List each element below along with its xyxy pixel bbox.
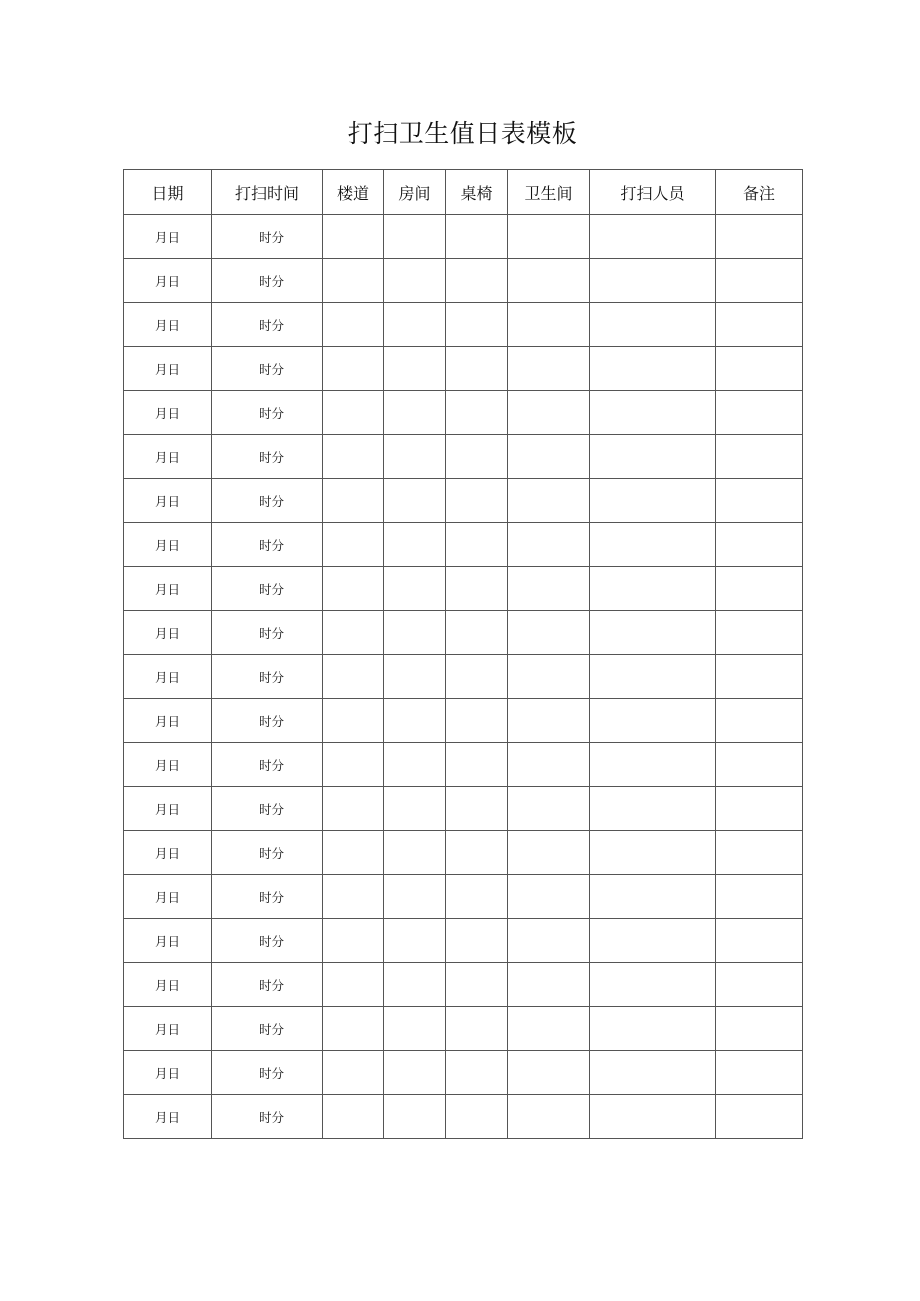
corridor-cell[interactable]: [323, 567, 384, 611]
room-cell[interactable]: [384, 875, 446, 919]
date-cell: 月日: [124, 1095, 212, 1139]
restroom-cell[interactable]: [508, 875, 590, 919]
desks-chairs-cell[interactable]: [446, 1007, 508, 1051]
date-cell: 月日: [124, 831, 212, 875]
time-cell: 时分: [212, 919, 323, 963]
time-cell: 时分: [212, 303, 323, 347]
room-cell[interactable]: [384, 787, 446, 831]
desks-chairs-cell[interactable]: [446, 523, 508, 567]
cleaning-staff-cell[interactable]: [590, 523, 716, 567]
time-cell: 时分: [212, 1051, 323, 1095]
room-cell[interactable]: [384, 523, 446, 567]
restroom-cell[interactable]: [508, 831, 590, 875]
table-row: [124, 391, 803, 435]
restroom-cell[interactable]: [508, 391, 590, 435]
header-restroom: 卫生间: [508, 170, 590, 215]
date-cell: 月日: [124, 1007, 212, 1051]
room-cell[interactable]: [384, 215, 446, 259]
corridor-cell[interactable]: [323, 743, 384, 787]
desks-chairs-cell[interactable]: [446, 259, 508, 303]
remarks-cell[interactable]: [716, 435, 803, 479]
cleaning-staff-cell[interactable]: [590, 787, 716, 831]
table-row: [124, 611, 803, 655]
desks-chairs-cell[interactable]: [446, 787, 508, 831]
corridor-cell[interactable]: [323, 611, 384, 655]
restroom-cell[interactable]: [508, 1051, 590, 1095]
date-cell: 月日: [124, 787, 212, 831]
table-header-row: [124, 170, 803, 215]
cleaning-staff-cell[interactable]: [590, 611, 716, 655]
restroom-cell[interactable]: [508, 435, 590, 479]
restroom-cell[interactable]: [508, 787, 590, 831]
table-row: [124, 215, 803, 259]
date-cell: 月日: [124, 435, 212, 479]
date-cell: 月日: [124, 303, 212, 347]
date-cell: 月日: [124, 479, 212, 523]
date-cell: 月日: [124, 743, 212, 787]
restroom-cell[interactable]: [508, 743, 590, 787]
time-cell: 时分: [212, 1007, 323, 1051]
restroom-cell[interactable]: [508, 303, 590, 347]
desks-chairs-cell[interactable]: [446, 215, 508, 259]
remarks-cell[interactable]: [716, 699, 803, 743]
cleaning-staff-cell[interactable]: [590, 655, 716, 699]
cleaning-staff-cell[interactable]: [590, 1051, 716, 1095]
remarks-cell[interactable]: [716, 215, 803, 259]
remarks-cell[interactable]: [716, 919, 803, 963]
restroom-cell[interactable]: [508, 1095, 590, 1139]
remarks-cell[interactable]: [716, 391, 803, 435]
corridor-cell[interactable]: [323, 1051, 384, 1095]
corridor-cell[interactable]: [323, 303, 384, 347]
room-cell[interactable]: [384, 391, 446, 435]
header-room: 房间: [384, 170, 446, 215]
room-cell[interactable]: [384, 699, 446, 743]
cleaning-staff-cell[interactable]: [590, 743, 716, 787]
time-cell: 时分: [212, 215, 323, 259]
room-cell[interactable]: [384, 1095, 446, 1139]
restroom-cell[interactable]: [508, 655, 590, 699]
room-cell[interactable]: [384, 963, 446, 1007]
desks-chairs-cell[interactable]: [446, 831, 508, 875]
remarks-cell[interactable]: [716, 1095, 803, 1139]
cleaning-staff-cell[interactable]: [590, 347, 716, 391]
date-cell: 月日: [124, 523, 212, 567]
time-cell: 时分: [212, 831, 323, 875]
remarks-cell[interactable]: [716, 655, 803, 699]
cleaning-staff-cell[interactable]: [590, 919, 716, 963]
remarks-cell[interactable]: [716, 347, 803, 391]
table-row: [124, 259, 803, 303]
desks-chairs-cell[interactable]: [446, 347, 508, 391]
time-cell: 时分: [212, 347, 323, 391]
cleaning-staff-cell[interactable]: [590, 391, 716, 435]
corridor-cell[interactable]: [323, 259, 384, 303]
corridor-cell[interactable]: [323, 391, 384, 435]
header-cleaning-staff: 打扫人员: [590, 170, 716, 215]
date-cell: 月日: [124, 655, 212, 699]
remarks-cell[interactable]: [716, 787, 803, 831]
cleaning-staff-cell[interactable]: [590, 215, 716, 259]
corridor-cell[interactable]: [323, 655, 384, 699]
corridor-cell[interactable]: [323, 1007, 384, 1051]
restroom-cell[interactable]: [508, 523, 590, 567]
room-cell[interactable]: [384, 1051, 446, 1095]
cleaning-staff-cell[interactable]: [590, 479, 716, 523]
header-date: 日期: [124, 170, 212, 215]
room-cell[interactable]: [384, 347, 446, 391]
header-desks-chairs: 桌椅: [446, 170, 508, 215]
cleaning-staff-cell[interactable]: [590, 1007, 716, 1051]
header-corridor: 楼道: [323, 170, 384, 215]
table-row: [124, 567, 803, 611]
restroom-cell[interactable]: [508, 479, 590, 523]
corridor-cell[interactable]: [323, 919, 384, 963]
corridor-cell[interactable]: [323, 787, 384, 831]
room-cell[interactable]: [384, 567, 446, 611]
room-cell[interactable]: [384, 655, 446, 699]
table-row: [124, 1095, 803, 1139]
corridor-cell[interactable]: [323, 699, 384, 743]
remarks-cell[interactable]: [716, 479, 803, 523]
desks-chairs-cell[interactable]: [446, 611, 508, 655]
header-remarks: 备注: [716, 170, 803, 215]
table-row: [124, 1007, 803, 1051]
cleaning-staff-cell[interactable]: [590, 1095, 716, 1139]
remarks-cell[interactable]: [716, 611, 803, 655]
desks-chairs-cell[interactable]: [446, 303, 508, 347]
restroom-cell[interactable]: [508, 1007, 590, 1051]
corridor-cell[interactable]: [323, 963, 384, 1007]
time-cell: 时分: [212, 1095, 323, 1139]
room-cell[interactable]: [384, 479, 446, 523]
corridor-cell[interactable]: [323, 435, 384, 479]
remarks-cell[interactable]: [716, 523, 803, 567]
desks-chairs-cell[interactable]: [446, 655, 508, 699]
date-cell: 月日: [124, 611, 212, 655]
restroom-cell[interactable]: [508, 963, 590, 1007]
room-cell[interactable]: [384, 1007, 446, 1051]
table-row: [124, 963, 803, 1007]
table-row: [124, 435, 803, 479]
table-row: [124, 831, 803, 875]
restroom-cell[interactable]: [508, 611, 590, 655]
time-cell: 时分: [212, 699, 323, 743]
corridor-cell[interactable]: [323, 523, 384, 567]
remarks-cell[interactable]: [716, 875, 803, 919]
date-cell: 月日: [124, 391, 212, 435]
date-cell: 月日: [124, 259, 212, 303]
date-cell: 月日: [124, 215, 212, 259]
room-cell[interactable]: [384, 303, 446, 347]
remarks-cell[interactable]: [716, 743, 803, 787]
cleaning-staff-cell[interactable]: [590, 875, 716, 919]
room-cell[interactable]: [384, 435, 446, 479]
table-row: [124, 303, 803, 347]
time-cell: 时分: [212, 787, 323, 831]
remarks-cell[interactable]: [716, 303, 803, 347]
remarks-cell[interactable]: [716, 567, 803, 611]
cleaning-staff-cell[interactable]: [590, 259, 716, 303]
date-cell: 月日: [124, 963, 212, 1007]
cleaning-staff-cell[interactable]: [590, 567, 716, 611]
cleaning-duty-table: [123, 169, 803, 1139]
table-row: [124, 1051, 803, 1095]
remarks-cell[interactable]: [716, 831, 803, 875]
table-row: [124, 919, 803, 963]
desks-chairs-cell[interactable]: [446, 391, 508, 435]
table-row: [124, 699, 803, 743]
header-cleaning-time: 打扫时间: [212, 170, 323, 215]
table-row: [124, 347, 803, 391]
restroom-cell[interactable]: [508, 259, 590, 303]
remarks-cell[interactable]: [716, 1051, 803, 1095]
corridor-cell[interactable]: [323, 215, 384, 259]
table-row: [124, 787, 803, 831]
time-cell: 时分: [212, 875, 323, 919]
desks-chairs-cell[interactable]: [446, 435, 508, 479]
remarks-cell[interactable]: [716, 259, 803, 303]
desks-chairs-cell[interactable]: [446, 919, 508, 963]
corridor-cell[interactable]: [323, 875, 384, 919]
room-cell[interactable]: [384, 743, 446, 787]
table-row: [124, 875, 803, 919]
time-cell: 时分: [212, 479, 323, 523]
time-cell: 时分: [212, 259, 323, 303]
cleaning-staff-cell[interactable]: [590, 303, 716, 347]
restroom-cell[interactable]: [508, 215, 590, 259]
corridor-cell[interactable]: [323, 347, 384, 391]
desks-chairs-cell[interactable]: [446, 743, 508, 787]
date-cell: 月日: [124, 919, 212, 963]
desks-chairs-cell[interactable]: [446, 479, 508, 523]
room-cell[interactable]: [384, 611, 446, 655]
date-cell: 月日: [124, 1051, 212, 1095]
desks-chairs-cell[interactable]: [446, 1095, 508, 1139]
cleaning-staff-cell[interactable]: [590, 699, 716, 743]
cleaning-staff-cell[interactable]: [590, 435, 716, 479]
table-body: [124, 215, 803, 1139]
date-cell: 月日: [124, 875, 212, 919]
time-cell: 时分: [212, 523, 323, 567]
corridor-cell[interactable]: [323, 1095, 384, 1139]
table-row: [124, 743, 803, 787]
restroom-cell[interactable]: [508, 567, 590, 611]
cleaning-staff-cell[interactable]: [590, 963, 716, 1007]
corridor-cell[interactable]: [323, 831, 384, 875]
desks-chairs-cell[interactable]: [446, 699, 508, 743]
restroom-cell[interactable]: [508, 699, 590, 743]
table-row: [124, 655, 803, 699]
restroom-cell[interactable]: [508, 347, 590, 391]
remarks-cell[interactable]: [716, 963, 803, 1007]
time-cell: 时分: [212, 391, 323, 435]
date-cell: 月日: [124, 699, 212, 743]
time-cell: 时分: [212, 963, 323, 1007]
corridor-cell[interactable]: [323, 479, 384, 523]
date-cell: 月日: [124, 567, 212, 611]
desks-chairs-cell[interactable]: [446, 875, 508, 919]
desks-chairs-cell[interactable]: [446, 567, 508, 611]
remarks-cell[interactable]: [716, 1007, 803, 1051]
cleaning-staff-cell[interactable]: [590, 831, 716, 875]
time-cell: 时分: [212, 611, 323, 655]
time-cell: 时分: [212, 435, 323, 479]
table-row: [124, 479, 803, 523]
room-cell[interactable]: [384, 831, 446, 875]
room-cell[interactable]: [384, 919, 446, 963]
document-title: 打扫卫生值日表模板: [347, 119, 578, 148]
desks-chairs-cell[interactable]: [446, 963, 508, 1007]
restroom-cell[interactable]: [508, 919, 590, 963]
date-cell: 月日: [124, 347, 212, 391]
room-cell[interactable]: [384, 259, 446, 303]
time-cell: 时分: [212, 655, 323, 699]
time-cell: 时分: [212, 743, 323, 787]
desks-chairs-cell[interactable]: [446, 1051, 508, 1095]
time-cell: 时分: [212, 567, 323, 611]
table-row: [124, 523, 803, 567]
